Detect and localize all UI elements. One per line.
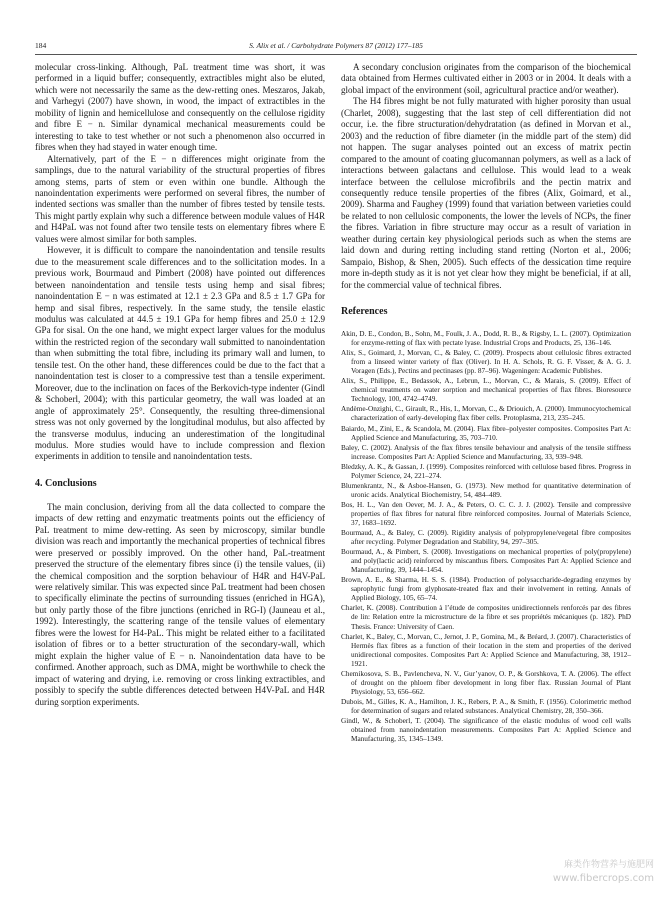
page-number: 184: [35, 41, 47, 50]
reference-item: Bourmaud, A., & Baley, C. (2009). Rigidity analysis of polypropylene/vegetal fibre composites after recycling. Polymer Degradation and Stability, 94, 297–305.: [341, 529, 631, 547]
reference-item: Baiardo, M., Zini, E., & Scandola, M. (2004). Flax fibre–polyester composites. Composites Part A: Applied Science and Manufacturing, 35, 703–710.: [341, 424, 631, 442]
running-header: [35, 40, 637, 52]
reference-item: Gindl, W., & Schoberl, T. (2004). The significance of the elastic modulus of wood cell walls obtained from nanoindentation measurements. Composites Part A: Applied Science and Manufacturing, 35, 1345–1349.: [341, 716, 631, 744]
reference-item: Alix, S., Goimard, J., Morvan, C., & Baley, C. (2009). Prospects about cellulosic fibres extracted from a linseed winter variety of flax (Oliver). In H. A. Schols, R. G. F. Visser, & A. G. J. Voragen (Eds.), Pectins and pectinases (pp. 87–96). Wageningen: Academic Publishes.: [341, 349, 631, 376]
body-paragraph: A secondary conclusion originates from the comparison of the biochemical data obtained from Hermes cultivated either in 2003 or in 2004. It deals with a global impact of the environment (soil, agricultural practice and/or weather).: [341, 62, 631, 95]
reference-item: Charlet, K. (2008). Contribution à l’étude de composites unidirectionnels renforcés par des fibres de lin: Relation entre la microstructure de la fibre et ses propriétés mécaniques (p. 182). PhD Thesis. France: University of Caen.: [341, 604, 631, 631]
section-heading-conclusions: 4. Conclusions: [35, 477, 97, 489]
watermark: [553, 858, 654, 886]
left-column: [35, 62, 325, 708]
body-paragraph: Alternatively, part of the E − n differences might originate from the samplings, due to the natural variability of the structural properties of fibres among stems, parts of stem or even within one bundle. Although the nanoindentation experiments were performed on several fibres, the number of indented sections was smaller than the number of fibres tested by tensile tests. This might partly explain why such a difference between module values of H4R and H4PaL was not found after two tensile tests on elementary fibres where E values were almost similar for both samples.: [35, 153, 325, 244]
reference-item: Bourmaud, A., & Pimbert, S. (2008). Investigations on mechanical properties of poly(propylene) and poly(lactic acid) reinforced by miscanthus fibers. Composites Part A: Applied Science and Manufacturing, 39, 1444–1454.: [341, 548, 631, 575]
reference-item: Blumenkrantz, N., & Asboe-Hansen, G. (1973). New method for quantitative determination of uronic acids. Analytical Biochemistry, 54, 484–489.: [341, 481, 631, 499]
reference-item: Bledzky, A. K., & Gassan, J. (1999). Composites reinforced with cellulose based fibres. Progress in Polymer Science, 24, 221–274.: [341, 462, 631, 480]
reference-list: [341, 330, 631, 744]
reference-item: Bos, H. L., Van den Oever, M. J. A., & Peters, O. C. C. J. J. (2002). Tensile and compressive properties of flax fibres for natural fibre reinforced composites. Journal of Materials Science, 37, 1683–1692.: [341, 500, 631, 527]
reference-item: Brown, A. E., & Sharma, H. S. S. (1984). Production of polysaccharide-degrading enzymes by saprophytic fungi from glyphosate-treated flax and their involvement in retting. Annals of Applied Biology, 105, 65–74.: [341, 576, 631, 603]
reference-item: Dubois, M., Gilles, K. A., Hamilton, J. K., Rebers, P. A., & Smith, F. (1956). Colorimetric method for determination of sugars and related substances. Analytical Chemistry, 28, 350–366.: [341, 697, 631, 715]
reference-item: Baley, C. (2002). Analysis of the flax fibres tensile behaviour and analysis of the tensile stiffness increase. Composites Part A: Applied Science and Manufacturing, 33, 939–948.: [341, 443, 631, 461]
body-paragraph: However, it is difficult to compare the nanoindentation and tensile results due to the measurement scale differences and to the sollicitation modes. In a previous work, Bourmaud and Pimbert (2008) have pointed out differences between nanoindentation and tensile tests using hemp and sisal fibres; nanoindentation E − n was estimated at 12.1 ± 2.3 GPa and 8.5 ± 1.7 GPa for hemp and sisal fibres, respectively. In the same study, the tensile elastic modulus was calculated at 44.5 ± 19.1 GPa for hemp fibres and 25.0 ± 12.9 GPa for sisal. On the one hand, we might expect larger values for the modulus within the restricted region of the secondary wall submitted to nanoindentation than when submitting the total fibre, including its primary wall and lumen, to tensile test. On the other hand, these differences could be due to the fact that a nanoindentation test is closer to a compressive test than a tensile experiment. Moreover, due to the inclination on faces of the Berkovich-type indenter (Gindl & Schoberl, 2004); with this particular geometry, the wall was loaded at an angle of approximately 25°. Consequently, the resulting three-dimensional stress was not only governed by the longitudinal modulus, but also affected by the transverse modulus, inducing an underestimation of the longitudinal modulus. More studies would have to include compression and flexion experiments in addition to tensile and nanoindentation tests.: [35, 245, 325, 462]
reference-item: Chemikosova, S. B., Pavlencheva, N. V., Gur’yanov, O. P., & Gorshkova, T. A. (2006). The effect of drought on the phloem fiber development in long fiber flax. Russian Journal of Plant Physiology, 53, 656–662.: [341, 669, 631, 696]
reference-item: Charlet, K., Baley, C., Morvan, C., Jernot, J. P., Gomina, M., & Bréard, J. (2007). Characteristics of Hermès flax fibres as a function of their location in the stem and properties of the derived unidirectional composites. Composites Part A: Applied Science and Manufacturing, 38, 1912–1921.: [341, 632, 631, 668]
reference-item: Andème-Onzighi, C., Girault, R., His, I., Morvan, C., & Driouich, A. (2000). Immunocytochemical characterization of early-developing flax fiber cells. Protoplasma, 213, 235–245.: [341, 405, 631, 423]
reference-item: Akin, D. E., Condon, B., Sohn, M., Foulk, J. A., Dodd, R. B., & Rigsby, L. L. (2007). Optimization for enzyme-retting of flax with pectate lyase. Industrial Crops and Products, 25, 136–146.: [341, 330, 631, 348]
header-rule: [35, 54, 637, 55]
conclusion-paragraph: The main conclusion, deriving from all the data collected to compare the impacts of dew retting and enzymatic treatments points out the efficiency of PaL treatment to mime dew-retting. As seen by microscopy, similar bundle division was reach and importantly the mechanical properties of technical fibres were preserved or possibly improved. On the other hand, PaL-treatment preserved the structure of the elementary fibres since (i) the tensile values, (ii) the chemical composition and the sorption behaviour of H4R and H4V-PaL were relatively similar. This was expected since PaL treatment had been chosen to specifically eliminate the pectins of surrounding tissues (enriched in HGA), but only partly those of the fibre junctions (enriched in RG-I) (Jauneau et al., 1992). Interestingly, the scattering range of the tensile values of elementary fibres were the lowest for H4-PaL. This might be related either to a facilitated isolation of fibres or to a better structuration of the secondary-wall, which might explain the higher value of E − n. Nanoindentation data have to be confirmed. Another approach, such as DMA, might be worthwhile to check the impact of watering and drying, i.e. removing or cross linking extractibles, and possibly to specify the subtle differences detected between H4V-PaL and H4R during sorption experiments.: [35, 501, 325, 707]
body-paragraph: The H4 fibres might be not fully maturated with higher porosity than usual (Charlet, 2008), suggesting that the last step of cell differentiation did not occur, i.e. the fibre structuration/dehydratation (as defined in Morvan et al., 2003) and the reduction of fibre diameter (in the middle part of the stem) did not happen. The sugar analyses pointed out an excess of matrix pectin compared to the amount of coating glucomannan polymers, as well as a lack of interactions between galactans and cellulose. This would lead to a weak interface between the cellulose microfibrils and the pectin matrix and consequently reduce tensile properties of the fibres (Alix, Goimard, et al., 2009). Sharma and Faughey (1999) found that variation between varieties could be related to non cellulosic components, the lower the levels of NCPs, the finer the fibres. Variation in fibre structure may occur as a result of variation in weather during certain key physiological periods such as when the stems are laid down and during retting including stand retting (Norton et al., 2006; Sampaio, Bishop, & Shen, 2005). Such effects of the dessication time require more in-depth study as it is not yet clear how they might be beneficial, if at all, for the commercial value of technical fibres.: [341, 96, 631, 290]
body-paragraph: molecular cross-linking. Although, PaL treatment time was short, it was performed in a liquid buffer; consequently, extractibles might also be eluted, which were not necessarily the same as the dew-retting ones. Meszaros, Jakab, and Varhegyi (2007) have shown, in wood, the impact of extractibles in the mobility of lignin and hemicellulose and consequently on the cellulose rigidity and fibre E − n. Similar dynamical mechanical measurements could be interesting to take to test whether or not such a phenomenon also occurred in fibres when they had stayed in water enough time.: [35, 62, 325, 153]
section-heading-references: References: [341, 306, 388, 318]
watermark-cn: 麻类作物营养与施肥网: [563, 860, 654, 870]
reference-item: Alix, S., Philippe, E., Bedassok, A., Lebrun, L., Morvan, C., & Marais, S. (2009). Effect of chemical treatments on water sorption and mechanical properties of flax fibres. Bioresource Technology, 100, 4742–4749.: [341, 377, 631, 404]
watermark-url: www.fibercrops.com: [552, 873, 654, 884]
right-column: [341, 62, 631, 745]
running-title: S. Alix et al. / Carbohydrate Polymers 87 (2012) 177–185: [249, 41, 423, 50]
